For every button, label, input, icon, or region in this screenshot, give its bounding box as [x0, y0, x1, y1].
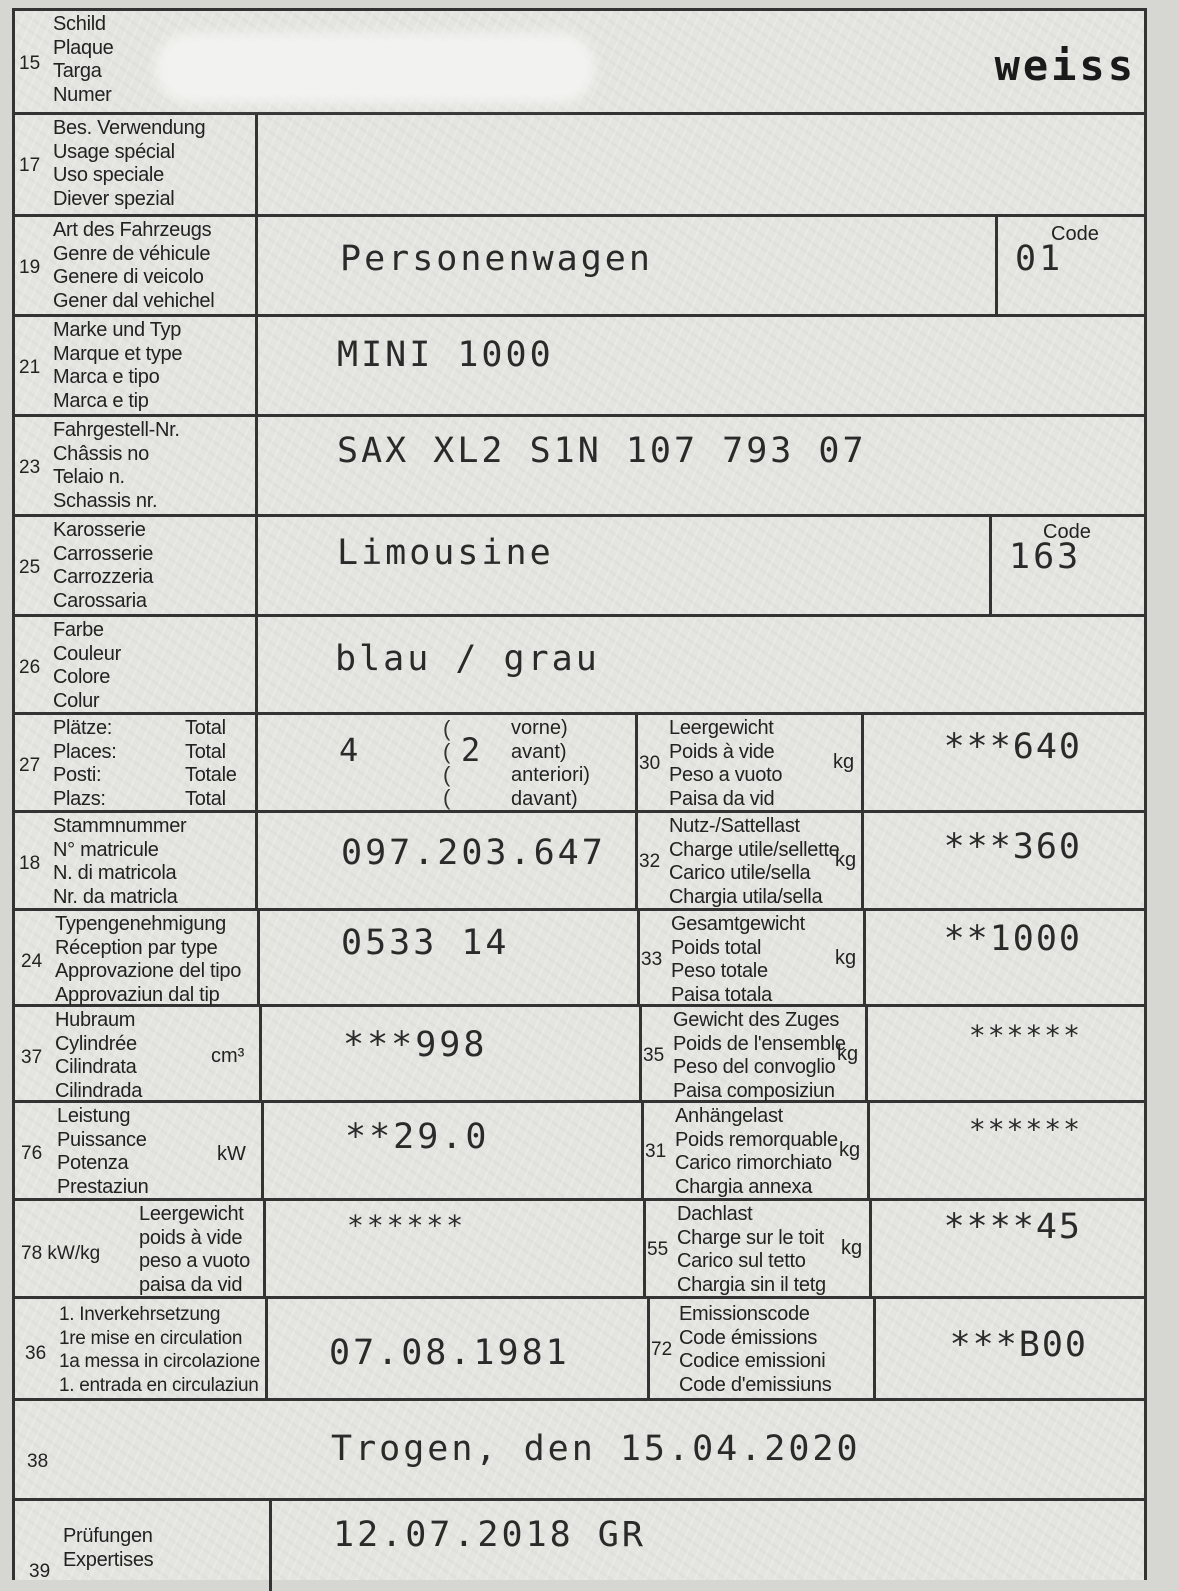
unit-kg: kg: [841, 1237, 863, 1259]
row-place-date: [15, 1401, 1144, 1501]
field-number: 36: [25, 1343, 47, 1364]
row-body: [15, 517, 1144, 617]
trailer-load-value: ******: [968, 1113, 1082, 1146]
empty-weight-value: ***640: [943, 727, 1082, 767]
power-labels: Leistung Puissance Potenza Prestaziun: [57, 1105, 149, 1198]
empty-weight-labels: Leergewicht Poids à vide Peso a vuoto Paisa da vid: [669, 717, 783, 810]
row-serial-payload: [15, 813, 1144, 911]
field-number: 33: [641, 949, 663, 970]
power-ratio-value: ******: [347, 1209, 467, 1242]
field-number: 76: [21, 1143, 43, 1164]
payload-labels: Nutz-/Sattellast Charge utile/sellette Carico utile/sella Chargia utila/sella: [669, 815, 840, 908]
field-number: 26: [19, 657, 41, 678]
field-number: 19: [19, 257, 41, 278]
field-number: 25: [19, 557, 41, 578]
seats-front-value: 2: [461, 731, 484, 769]
vehicle-type-code: 01: [1015, 239, 1064, 279]
unit-cm3: cm³: [211, 1045, 245, 1067]
body-value: Limousine: [337, 533, 554, 573]
make-model-value: MINI 1000: [337, 335, 554, 375]
displacement-labels: Hubraum Cylindrée Cilindrata Cilindrada: [55, 1009, 143, 1102]
place-date-value: Trogen, den 15.04.2020: [331, 1429, 861, 1469]
inspection-date-value: 12.07.2018 GR: [333, 1515, 646, 1555]
plate-labels: Schild Plaque Targa Numer: [53, 13, 114, 106]
trailer-load-labels: Anhängelast Poids remorquable Carico rimorchiato Chargia annexa: [675, 1105, 838, 1198]
vehicle-registration-document: [12, 8, 1147, 1580]
serial-labels: Stammnummer N° matricule N. di matricola Nr. da matricla: [53, 815, 187, 908]
payload-value: ***360: [943, 827, 1082, 867]
emission-code-labels: Emissionscode Code émissions Codice emissioni Code d'emissiuns: [679, 1303, 832, 1396]
field-number: 32: [639, 851, 661, 872]
emission-code-value: ***B00: [949, 1325, 1088, 1365]
row-inspections: [15, 1501, 1144, 1591]
chassis-number-value: SAX XL2 S1N 107 793 07: [337, 431, 867, 471]
row-special-use: [15, 115, 1144, 217]
row-seats-empty-weight: [15, 715, 1144, 813]
row-vehicle-type: [15, 217, 1144, 317]
row-chassis: [15, 417, 1144, 517]
seats-total-value: 4: [339, 731, 362, 769]
field-number: 35: [643, 1045, 665, 1066]
row-make-model: [15, 317, 1144, 417]
field-number: 78 kW/kg: [21, 1243, 101, 1264]
field-number: 18: [19, 853, 41, 874]
seats-labels: Plätze: Places: Posti: Plazs:: [53, 717, 117, 810]
unit-kg: kg: [839, 1139, 861, 1161]
field-number: 37: [21, 1047, 43, 1068]
serial-number-value: 097.203.647: [341, 833, 606, 873]
unit-kg: kg: [835, 947, 857, 969]
field-number: 24: [21, 951, 43, 972]
train-weight-labels: Gewicht des Zuges Poids de l'ensemble Peso del convoglio Paisa composiziun: [673, 1009, 846, 1102]
color-value: blau / grau: [335, 639, 600, 679]
first-registration-value: 07.08.1981: [329, 1333, 570, 1373]
unit-kg: kg: [833, 751, 855, 773]
type-approval-labels: Typengenehmigung Réception par type Approvazione del tipo Approvaziun dal tip: [55, 913, 242, 1006]
body-code: 163: [1009, 537, 1082, 577]
seats-total-labels: Total Total Totale Total: [185, 717, 237, 810]
make-model-labels: Marke und Typ Marque et type Marca e tipo Marca e tip: [53, 319, 183, 412]
row-power-trailer-load: [15, 1103, 1144, 1201]
field-number: 30: [639, 753, 661, 774]
field-number: 17: [19, 155, 41, 176]
special-use-labels: Bes. Verwendung Usage spécial Uso speciale Diever spezial: [53, 117, 206, 210]
code-label: Code: [1043, 521, 1091, 543]
first-registration-labels: 1. Inverkehrsetzung 1re mise en circulation 1a messa in circolazione 1. entrada en circulaziun: [59, 1304, 260, 1396]
seats-brackets: ( ( ( (: [443, 716, 451, 810]
unit-kg: kg: [837, 1043, 859, 1065]
field-number: 39: [29, 1561, 51, 1582]
unit-kw: kW: [217, 1143, 246, 1165]
plate-color-value: weiss: [994, 41, 1136, 90]
row-displacement-train-weight: [15, 1007, 1144, 1103]
field-number: 15: [19, 53, 41, 74]
row-color: [15, 617, 1144, 715]
field-number: 21: [19, 357, 41, 378]
color-labels: Farbe Couleur Colore Colur: [53, 619, 121, 712]
unit-kg: kg: [835, 849, 857, 871]
type-approval-value: 0533 14: [341, 923, 510, 963]
field-number: 38: [27, 1451, 49, 1472]
row-registration-emission: [15, 1299, 1144, 1401]
redacted-plate-number: [155, 33, 595, 103]
field-number: 31: [645, 1141, 667, 1162]
field-number: 27: [19, 755, 41, 776]
row-approval-total-weight: [15, 911, 1144, 1007]
train-weight-value: ******: [968, 1019, 1082, 1052]
field-number: 23: [19, 457, 41, 478]
chassis-labels: Fahrgestell-Nr. Châssis no Telaio n. Schassis nr.: [53, 419, 180, 512]
row-plate: [15, 11, 1144, 115]
body-labels: Karosserie Carrosserie Carrozzeria Carossaria: [53, 519, 154, 612]
displacement-value: ***998: [343, 1025, 488, 1065]
roof-load-value: ****45: [943, 1207, 1082, 1247]
vehicle-type-value: Personenwagen: [340, 239, 653, 279]
code-label: Code: [1051, 223, 1099, 245]
field-number: 72: [651, 1339, 673, 1360]
total-weight-value: **1000: [943, 919, 1082, 959]
field-number: 55: [647, 1239, 669, 1260]
roof-load-labels: Dachlast Charge sur le toit Carico sul tetto Chargia sin il tetg: [677, 1203, 826, 1296]
power-ratio-labels: Leergewicht poids à vide peso a vuoto paisa da vid: [139, 1203, 250, 1296]
seats-front-labels: vorne) avant) anteriori) davant): [511, 717, 590, 810]
row-ratio-roof-load: [15, 1201, 1144, 1299]
total-weight-labels: Gesamtgewicht Poids total Peso totale Paisa totala: [671, 913, 805, 1006]
vehicle-type-labels: Art des Fahrzeugs Genre de véhicule Genere di veicolo Gener dal vehichel: [53, 219, 215, 312]
inspections-labels: Prüfungen Expertises: [63, 1525, 154, 1571]
power-value: **29.0: [345, 1117, 490, 1157]
